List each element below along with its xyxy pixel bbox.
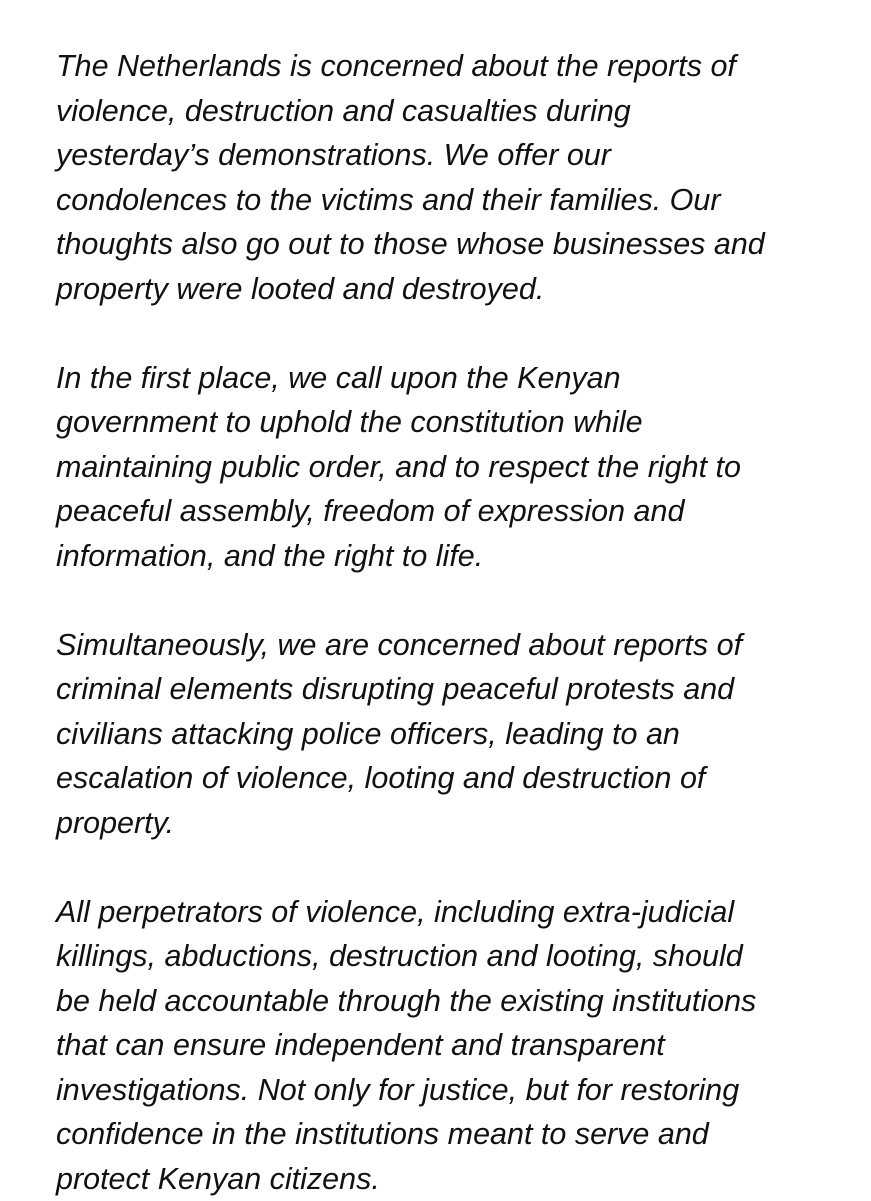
text-line: killings, abductions, destruction and looting, should <box>56 934 836 979</box>
text-line: maintaining public order, and to respect the right to <box>56 445 836 490</box>
text-line: confidence in the institutions meant to serve and <box>56 1112 836 1157</box>
text-line: civilians attacking police officers, leading to an <box>56 712 836 757</box>
text-line: protect Kenyan citizens. <box>56 1157 836 1201</box>
text-line: that can ensure independent and transparent <box>56 1023 836 1068</box>
text-line: property. <box>56 801 836 846</box>
text-line: property were looted and destroyed. <box>56 267 836 312</box>
paragraph-2 <box>56 356 836 579</box>
text-line: yesterday’s demonstrations. We offer our <box>56 133 836 178</box>
text-line: government to uphold the constitution while <box>56 400 836 445</box>
text-line: Simultaneously, we are concerned about reports of <box>56 623 836 668</box>
text-line: violence, destruction and casualties during <box>56 89 836 134</box>
paragraph-3 <box>56 623 836 846</box>
text-line: condolences to the victims and their families. Our <box>56 178 836 223</box>
text-line: All perpetrators of violence, including extra-judicial <box>56 890 836 935</box>
text-line: The Netherlands is concerned about the reports of <box>56 44 836 89</box>
text-line: peaceful assembly, freedom of expression and <box>56 489 836 534</box>
paragraph-1 <box>56 44 836 311</box>
text-line: In the first place, we call upon the Kenyan <box>56 356 836 401</box>
paragraph-4 <box>56 890 836 1201</box>
text-line: escalation of violence, looting and destruction of <box>56 756 836 801</box>
statement-text <box>56 44 836 1201</box>
text-line: be held accountable through the existing institutions <box>56 979 836 1024</box>
text-line: investigations. Not only for justice, but for restoring <box>56 1068 836 1113</box>
text-line: information, and the right to life. <box>56 534 836 579</box>
text-line: thoughts also go out to those whose businesses and <box>56 222 836 267</box>
text-line: criminal elements disrupting peaceful protests and <box>56 667 836 712</box>
